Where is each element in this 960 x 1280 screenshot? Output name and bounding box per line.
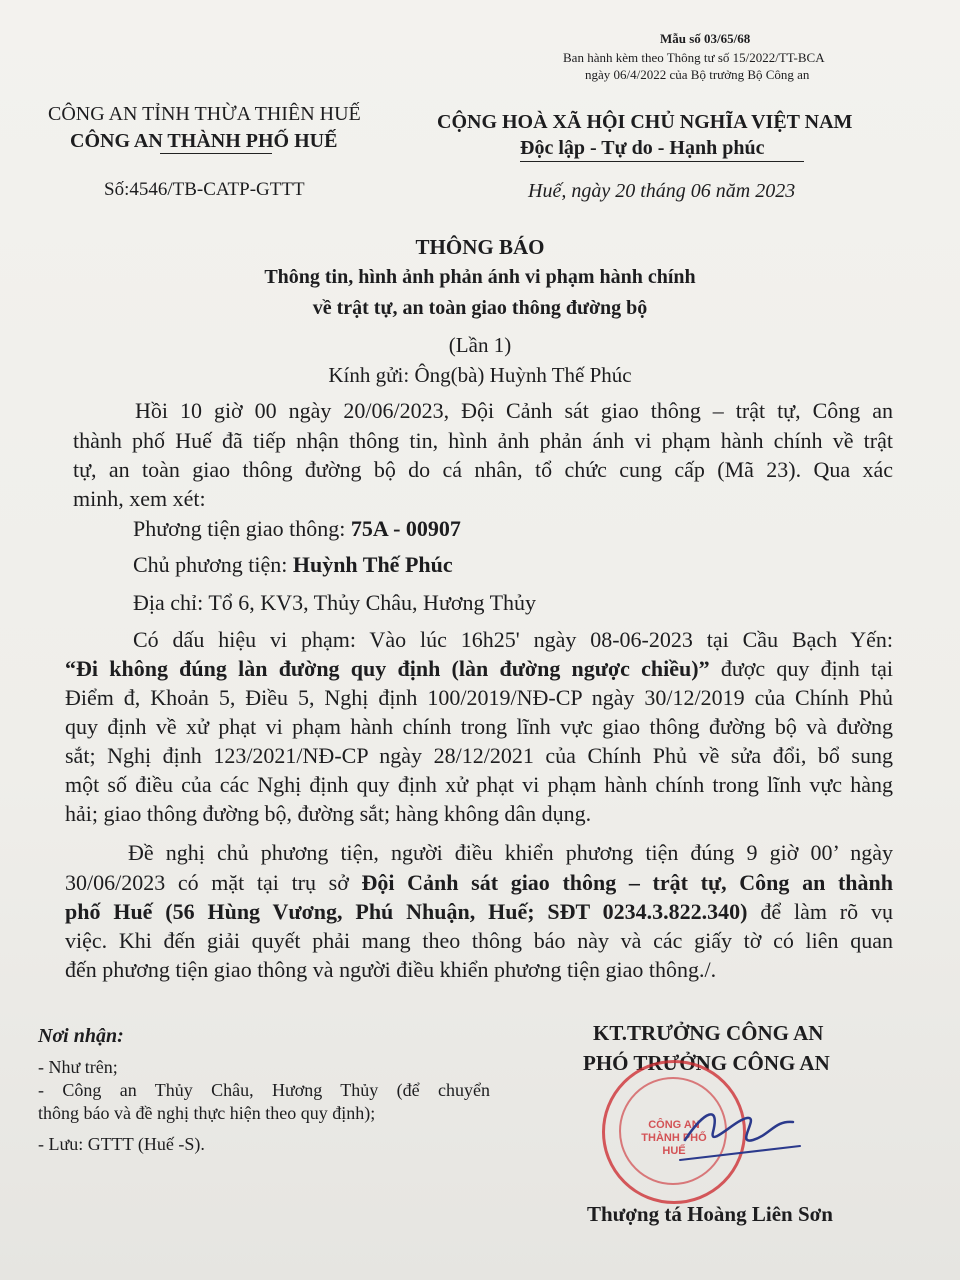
violation-line-7: hải; giao thông đường bộ, đường sắt; hàng không dân dụng. [65,801,592,826]
stamp-text: CÔNG AN THÀNH PHỐ HUẾ [641,1119,707,1157]
request-address: phố Huế (56 Hùng Vương, Phú Nhuận, Huế; SĐT 0234.3.822.340) [65,899,748,924]
notice-recipient: Kính gửi: Ông(bà) Huỳnh Thế Phúc [328,363,632,387]
recipients-item-2a: - Công an Thủy Châu, Hương Thủy (để chuyển [38,1080,490,1100]
notice-title: THÔNG BÁO [415,235,545,259]
signature-mark [675,1090,805,1170]
agency-underline [160,153,272,154]
request-line-2 [65,868,893,898]
violation-line-2 [65,654,893,684]
notice-round: (Lần 1) [448,333,512,357]
request-line-1: Đề nghị chủ phương tiện, người điều khiển phương tiện đúng 9 giờ 00’ ngày [128,840,893,865]
recipients-item-3: - Lưu: GTTT (Huế -S). [38,1134,205,1154]
violation-line-2-rest: được quy định tại [709,656,893,681]
national-motto: Độc lập - Tự do - Hạnh phúc [520,137,765,159]
request-line-5: đến phương tiện giao thông và người điều khiển phương tiện giao thông./. [65,957,717,982]
recipients-item-2b: thông báo và đề nghị thực hiện theo quy định); [38,1103,376,1123]
vehicle-owner-line [133,550,453,580]
violation-line-5: sắt; Nghị định 123/2021/NĐ-CP ngày 28/12/2021 của Chính Phủ về sửa đổi, bổ sung [65,743,893,768]
request-line-3-b: để làm rõ vụ [747,899,893,924]
motto-underline [520,161,804,162]
vehicle-plate-label: Phương tiện giao thông: [133,516,351,541]
violation-line-4: quy định về xử phạt vi phạm hành chính trong lĩnh vực giao thông đường bộ và đường [65,714,893,739]
intro-line-2: thành phố Huế đã tiếp nhận thông tin, hình ảnh phản ánh vi phạm hành chính về trật [73,428,893,453]
request-line-2-a: 30/06/2023 có mặt tại trụ sở [65,870,362,895]
vehicle-address-line [133,588,536,618]
agency-parent: CÔNG AN TỈNH THỪA THIÊN HUẾ [48,103,361,125]
form-issued-line1: Ban hành kèm theo Thông tư số 15/2022/TT-BCA [563,50,825,65]
violation-line-3: Điểm đ, Khoản 5, Điều 5, Nghị định 100/2019/NĐ-CP ngày 30/12/2019 của Chính Phủ [65,685,893,710]
request-line-3 [65,897,893,927]
vehicle-owner-value: Huỳnh Thế Phúc [292,552,453,577]
notice-subtitle-2: về trật tự, an toàn giao thông đường bộ [312,297,648,319]
intro-line-1: Hồi 10 giờ 00 ngày 20/06/2023, Đội Cảnh sát giao thông – trật tự, Công an [135,398,893,423]
violation-line-1: Có dấu hiệu vi phạm: Vào lúc 16h25' ngày 08-06-2023 tại Cầu Bạch Yến: [133,627,893,652]
place-date: Huế, ngày 20 tháng 06 năm 2023 [528,180,796,202]
form-issued-line2: ngày 06/4/2022 của Bộ trưởng Bộ Công an [585,67,810,82]
vehicle-address-label: Địa chỉ: [133,590,209,615]
recipients-title: Nơi nhận: [38,1025,124,1047]
vehicle-plate-line [133,514,461,544]
national-title: CỘNG HOÀ XÃ HỘI CHỦ NGHĨA VIỆT NAM [437,111,853,133]
request-line-4: việc. Khi đến giải quyết phải mang theo thông báo này và các giấy tờ có liên quan [65,928,893,953]
form-number: Mẫu số 03/65/68 [660,31,751,46]
signer-role-2: PHÓ TRƯỞNG CÔNG AN [583,1051,830,1075]
violation-type: “Đi không đúng làn đường quy định (làn đường ngược chiều)” [65,656,710,681]
intro-line-4: minh, xem xét: [73,486,206,511]
signer-name: Thượng tá Hoàng Liên Sơn [587,1202,833,1226]
vehicle-owner-label: Chủ phương tiện: [133,552,293,577]
recipients-item-1: - Như trên; [38,1057,118,1077]
notice-subtitle-1: Thông tin, hình ảnh phản ánh vi phạm hành chính [264,266,696,288]
signer-role-1: KT.TRƯỞNG CÔNG AN [593,1021,824,1045]
vehicle-plate-value: 75A - 00907 [350,516,461,541]
request-office: Đội Cảnh sát giao thông – trật tự, Công an thành [361,870,893,895]
violation-line-6: một số điều của các Nghị định quy định xử phạt vi phạm hành chính trong lĩnh vực hàng [65,772,893,797]
intro-line-3: tự, an toàn giao thông đường bộ do cá nhân, tổ chức cung cấp (Mã 23). Qua xác [73,457,893,482]
document-number: Số:4546/TB-CATP-GTTT [104,179,305,200]
agency-name: CÔNG AN THÀNH PHỐ HUẾ [70,130,338,152]
vehicle-address-value: Tổ 6, KV3, Thủy Châu, Hương Thủy [208,590,537,615]
